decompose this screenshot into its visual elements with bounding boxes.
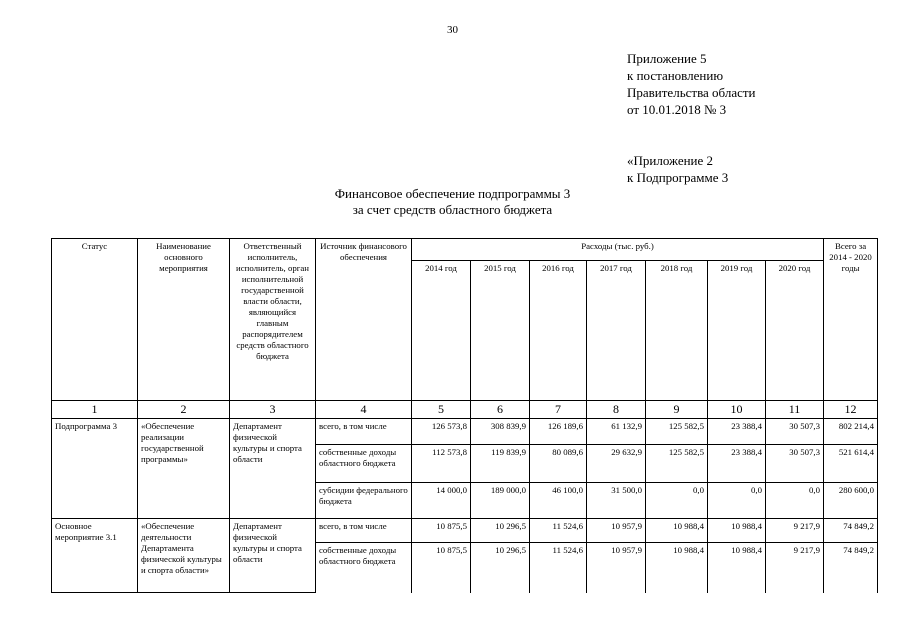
header-year: 2018 год xyxy=(646,261,708,401)
header-year: 2014 год xyxy=(412,261,471,401)
value-cell: 189 000,0 xyxy=(471,483,530,519)
header-source: Источник финансового обеспечения xyxy=(316,239,412,401)
column-number: 12 xyxy=(824,401,878,419)
header-name: Наименование основного мероприятия xyxy=(138,239,230,401)
status-cell: Основное мероприятие 3.1 xyxy=(52,519,138,593)
column-number: 4 xyxy=(316,401,412,419)
total-cell: 802 214,4 xyxy=(824,419,878,445)
document-title xyxy=(0,186,905,218)
value-cell: 80 089,6 xyxy=(530,445,587,483)
column-number: 6 xyxy=(471,401,530,419)
source-cell: субсидии федерального бюджета xyxy=(316,483,412,519)
value-cell: 46 100,0 xyxy=(530,483,587,519)
total-cell: 280 600,0 xyxy=(824,483,878,519)
value-cell: 125 582,5 xyxy=(646,445,708,483)
value-cell: 10 988,4 xyxy=(708,519,766,543)
column-number: 2 xyxy=(138,401,230,419)
status-cell: Подпрограмма 3 xyxy=(52,419,138,519)
executor-cell: Департамент физической культуры и спорта области xyxy=(230,519,316,593)
column-number: 3 xyxy=(230,401,316,419)
table-row xyxy=(52,519,878,543)
value-cell: 9 217,9 xyxy=(766,543,824,593)
header-year: 2015 год xyxy=(471,261,530,401)
value-cell: 10 296,5 xyxy=(471,519,530,543)
source-cell: всего, в том числе xyxy=(316,519,412,543)
column-number: 10 xyxy=(708,401,766,419)
value-cell: 125 582,5 xyxy=(646,419,708,445)
value-cell: 14 000,0 xyxy=(412,483,471,519)
column-number: 5 xyxy=(412,401,471,419)
value-cell: 10 875,5 xyxy=(412,543,471,593)
value-cell: 10 988,4 xyxy=(646,519,708,543)
value-cell: 61 132,9 xyxy=(587,419,646,445)
header-year: 2019 год xyxy=(708,261,766,401)
value-cell: 31 500,0 xyxy=(587,483,646,519)
value-cell: 126 573,8 xyxy=(412,419,471,445)
header-expenses: Расходы (тыс. руб.) xyxy=(412,239,824,261)
value-cell: 11 524,6 xyxy=(530,519,587,543)
table-row xyxy=(52,419,878,445)
page-number: 30 xyxy=(447,24,458,36)
appendix-line: к Подпрограмме 3 xyxy=(627,170,729,185)
column-number: 11 xyxy=(766,401,824,419)
header-year: 2016 год xyxy=(530,261,587,401)
financing-table xyxy=(51,238,878,593)
header-executor: Ответственный исполнитель, исполнитель, орган исполнительной государственной власти области, являющийся главным распорядителем средств областного бюджета xyxy=(230,239,316,401)
value-cell: 0,0 xyxy=(766,483,824,519)
title-line: Финансовое обеспечение подпрограммы 3 xyxy=(334,186,571,201)
source-cell: собственные доходы областного бюджета xyxy=(316,445,412,483)
value-cell: 30 507,3 xyxy=(766,445,824,483)
value-cell: 10 988,4 xyxy=(708,543,766,593)
header-year: 2017 год xyxy=(587,261,646,401)
appendix-block xyxy=(627,50,756,186)
value-cell: 29 632,9 xyxy=(587,445,646,483)
total-cell: 74 849,2 xyxy=(824,543,878,593)
value-cell: 112 573,8 xyxy=(412,445,471,483)
value-cell: 30 507,3 xyxy=(766,419,824,445)
value-cell: 11 524,6 xyxy=(530,543,587,593)
header-status: Статус xyxy=(52,239,138,401)
value-cell: 9 217,9 xyxy=(766,519,824,543)
appendix-line: к постановлению xyxy=(627,68,724,83)
value-cell: 10 875,5 xyxy=(412,519,471,543)
column-number: 8 xyxy=(587,401,646,419)
title-line: за счет средств областного бюджета xyxy=(352,202,553,217)
column-number-row xyxy=(52,401,878,419)
name-cell: «Обеспечение реализации государственной программы» xyxy=(138,419,230,519)
value-cell: 10 957,9 xyxy=(587,543,646,593)
column-number: 9 xyxy=(646,401,708,419)
source-cell: всего, в том числе xyxy=(316,419,412,445)
value-cell: 23 388,4 xyxy=(708,419,766,445)
value-cell: 10 957,9 xyxy=(587,519,646,543)
header-year: 2020 год xyxy=(766,261,824,401)
header-row xyxy=(52,239,878,261)
appendix-line: Приложение 5 xyxy=(627,51,707,66)
value-cell: 0,0 xyxy=(646,483,708,519)
appendix-line: «Приложение 2 xyxy=(627,153,714,168)
value-cell: 10 988,4 xyxy=(646,543,708,593)
appendix-line: Правительства области xyxy=(627,85,756,100)
value-cell: 10 296,5 xyxy=(471,543,530,593)
column-number: 1 xyxy=(52,401,138,419)
name-cell: «Обеспечение деятельности Департамента физической культуры и спорта области» xyxy=(138,519,230,593)
header-total: Всего за 2014 - 2020 годы xyxy=(824,239,878,401)
value-cell: 126 189,6 xyxy=(530,419,587,445)
total-cell: 521 614,4 xyxy=(824,445,878,483)
value-cell: 23 388,4 xyxy=(708,445,766,483)
value-cell: 308 839,9 xyxy=(471,419,530,445)
column-number: 7 xyxy=(530,401,587,419)
total-cell: 74 849,2 xyxy=(824,519,878,543)
source-cell: собственные доходы областного бюджета xyxy=(316,543,412,593)
value-cell: 0,0 xyxy=(708,483,766,519)
appendix-line: от 10.01.2018 № 3 xyxy=(627,102,727,117)
value-cell: 119 839,9 xyxy=(471,445,530,483)
executor-cell: Департамент физической культуры и спорта области xyxy=(230,419,316,519)
